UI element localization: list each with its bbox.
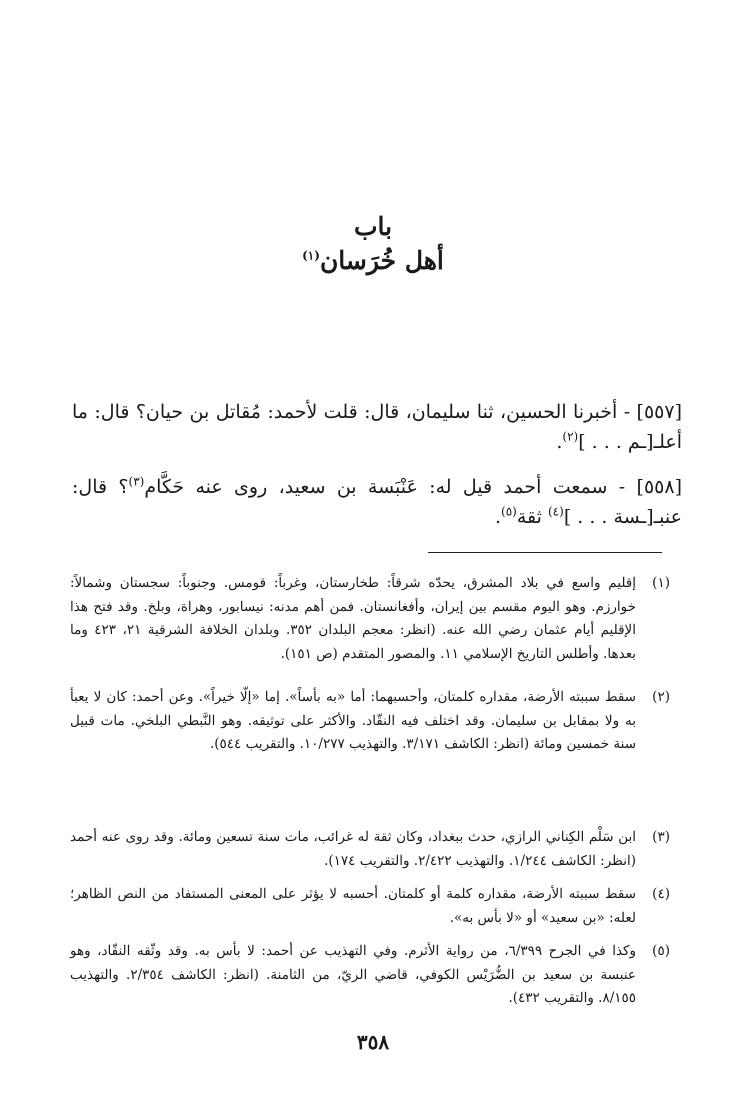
narration-text-2: ؟ قال: عنبـ[ـسة . . . ] <box>72 476 682 528</box>
narration-text: [٥٥٨] - سمعت أحمد قيل له: عَنْبَسة بن سعيد، روى عنه حَكَّام <box>144 476 682 498</box>
footnote-number: (٤) <box>652 886 670 902</box>
footnote-ref: (٢) <box>562 429 579 444</box>
narration-text: [٥٥٧] - أخبرنا الحسين، ثنا سليمان، قال: قلت لأحمد: مُقاتل بن حيان؟ قال: ما أعلـ[ـم . . . ] <box>72 401 682 453</box>
page-number: ٣٥٨ <box>356 1030 390 1054</box>
footnote-5 <box>70 940 670 1011</box>
footnote-text: ابن سَلْم الكِناني الرازي، حدث ببغداد، وكان ثقة له غرائب، مات سنة تسعين ومائة. وقد روى عنه أحمد (انظر: الكاشف ١/٢٤٤. والتهذيب ٢/٤٢٢. والتقريب ١٧٤). <box>70 829 636 869</box>
chapter-title-text: أهل خُرَسان <box>319 246 444 275</box>
footnote-number: (١) <box>652 575 670 591</box>
footnote-ref: (٥) <box>501 504 517 519</box>
footnote-text: إقليم واسع في بلاد المشرق، يحدّه شرقاً: طخارستان، وغرباً: قومس. وجنوباً: سجستان وشمالاً: خوارزم. وهو اليوم مقسم بين إيران، وأفغانستان. فمن أهم مدنه: نيسابور، وهراة، وبلخ. وقد فتح هذا الإقليم أيام عثمان رضي الله عنه. (انظر: معجم البلدان ٣٥٢. وبلدان الخلافة الشرقية ٢١، ٤٢٣ وما بعدها. وأطلس التاريخ الإسلامي ١١. والمصور المتقدم (ص ١٥١). <box>70 575 637 662</box>
narration-end: . <box>556 431 563 453</box>
footnote-4 <box>70 883 670 930</box>
footnote-ref: (١) <box>302 248 320 263</box>
footnote-number: (٥) <box>652 943 670 959</box>
chapter-title <box>0 246 746 276</box>
footnote-divider <box>428 552 662 553</box>
narration-557 <box>72 397 682 457</box>
footnote-1 <box>70 572 670 666</box>
narration-558 <box>72 472 682 532</box>
footnote-ref: (٤) <box>547 504 564 519</box>
footnote-text: وكذا في الجرح ٦/٣٩٩، من رواية الأثرم. وفي التهذيب عن أحمد: لا بأس به. وقد وثّقه النقّاد، وهو عنبسة بن سعيد بن الضُّرَيْس الكوفي، قاضي الريّ، من الثامنة. (انظر: الكاشف ٢/٣٥٤. والتهذيب ٨/١٥٥. والتقريب ٤٣٢). <box>70 943 636 1006</box>
footnote-3 <box>70 826 670 873</box>
narration-text-3: ثقة <box>516 506 548 528</box>
footnote-number: (٢) <box>652 689 670 705</box>
footnote-ref: (٣) <box>128 474 145 489</box>
footnote-2 <box>70 686 670 757</box>
chapter-label: باب <box>353 212 393 241</box>
footnote-number: (٣) <box>652 829 670 845</box>
narration-end: . <box>494 506 502 528</box>
footnote-text: سقط سببته الأرضة، مقداره كلمة أو كلمتان. أحسبه لا يؤثر على المعنى المستفاد من النص الظاهر؛ لعله: «بن سعيد» أو «لا بأس به». <box>70 886 636 926</box>
footnote-text: سقط سببته الأرضة، مقداره كلمتان، وأحسبهما: أما «به بأساً». إما «إلّا خيراً». وعن أحمد: كان لا يعبأ به ولا بمقابل بن سليمان. وقد اختلف فيه النقّاد. والأكثر على توثيقه. وهو النَّبطي البلخي. مات قبيل سنة خمسين ومائة (انظر: الكاشف ٣/١٧١. والتهذيب ١٠/٢٧٧. والتقريب ٥٤٤). <box>70 689 636 752</box>
chapter-heading <box>0 212 746 242</box>
